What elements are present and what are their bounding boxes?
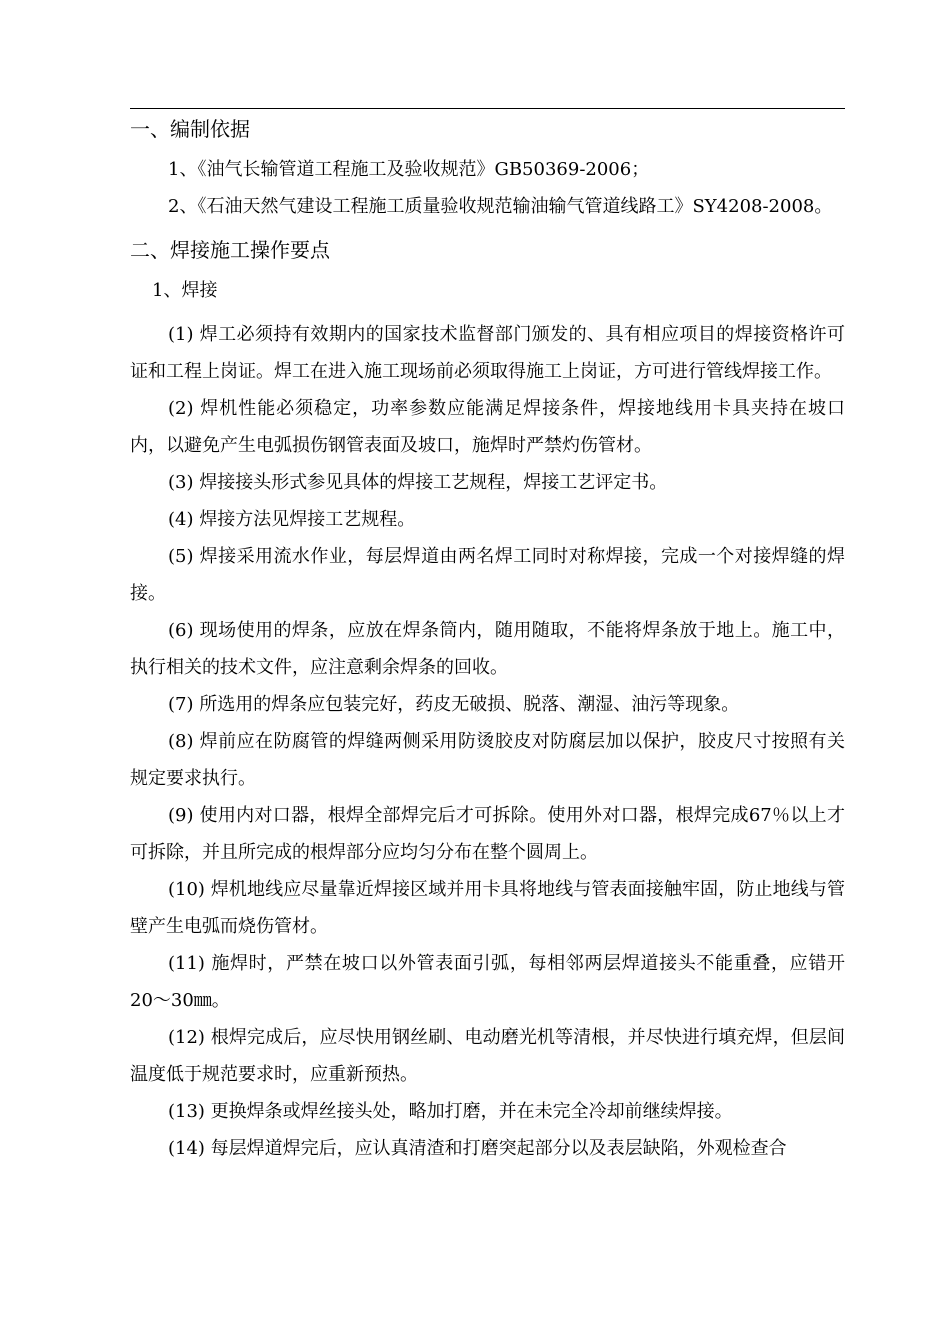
welding-paragraph: (8) 焊前应在防腐管的焊缝两侧采用防烫胶皮对防腐层加以保护，胶皮尺寸按照有关规定要求执行。 (130, 731, 845, 789)
section-heading-basis: 一、编制依据 (130, 117, 250, 141)
document-body (130, 112, 845, 1167)
welding-paragraph: (4) 焊接方法见焊接工艺规程。 (168, 509, 416, 530)
welding-paragraph: (3) 焊接接头形式参见具体的焊接工艺规程，焊接工艺评定书。 (168, 472, 668, 493)
subsection-heading: 1、焊接 (152, 280, 218, 301)
welding-paragraph: (10) 焊机地线应尽量靠近焊接区域并用卡具将地线与管表面接触牢固，防止地线与管壁产生电弧而烧伤管材。 (130, 879, 845, 937)
welding-paragraph: (7) 所选用的焊条应包装完好，药皮无破损、脱落、潮湿、油污等现象。 (168, 694, 740, 715)
basis-item: 2、《石油天然气建设工程施工质量验收规范输油输气管道线路工》SY4208-2008。 (168, 196, 833, 217)
welding-paragraph: (12) 根焊完成后，应尽快用钢丝刷、电动磨光机等清根，并尽快进行填充焊，但层间温度低于规范要求时，应重新预热。 (130, 1027, 845, 1085)
header-rule (130, 108, 845, 109)
welding-paragraph: (13) 更换焊条或焊丝接头处，略加打磨，并在未完全冷却前继续焊接。 (168, 1101, 733, 1122)
welding-paragraph: (5) 焊接采用流水作业，每层焊道由两名焊工同时对称焊接，完成一个对接焊缝的焊接。 (130, 546, 845, 604)
section-heading-welding: 二、焊接施工操作要点 (130, 238, 330, 262)
welding-paragraph: (14) 每层焊道焊完后，应认真清渣和打磨突起部分以及表层缺陷，外观检查合 (168, 1138, 787, 1159)
welding-paragraph: (1) 焊工必须持有效期内的国家技术监督部门颁发的、具有相应项目的焊接资格许可证和工程上岗证。焊工在进入施工现场前必须取得施工上岗证，方可进行管线焊接工作。 (130, 324, 845, 382)
welding-paragraph: (6) 现场使用的焊条，应放在焊条筒内，随用随取，不能将焊条放于地上。施工中，执行相关的技术文件，应注意剩余焊条的回收。 (130, 620, 845, 678)
welding-paragraph: (11) 施焊时，严禁在坡口以外管表面引弧，每相邻两层焊道接头不能重叠，应错开20～30㎜。 (130, 953, 845, 1011)
welding-paragraph: (9) 使用内对口器，根焊全部焊完后才可拆除。使用外对口器，根焊完成67％以上才可拆除，并且所完成的根焊部分应均匀分布在整个圆周上。 (130, 805, 845, 863)
welding-paragraph: (2) 焊机性能必须稳定，功率参数应能满足焊接条件，焊接地线用卡具夹持在坡口内，以避免产生电弧损伤钢管表面及坡口，施焊时严禁灼伤管材。 (130, 398, 845, 456)
basis-item: 1、《油气长输管道工程施工及验收规范》GB50369-2006； (168, 159, 650, 180)
